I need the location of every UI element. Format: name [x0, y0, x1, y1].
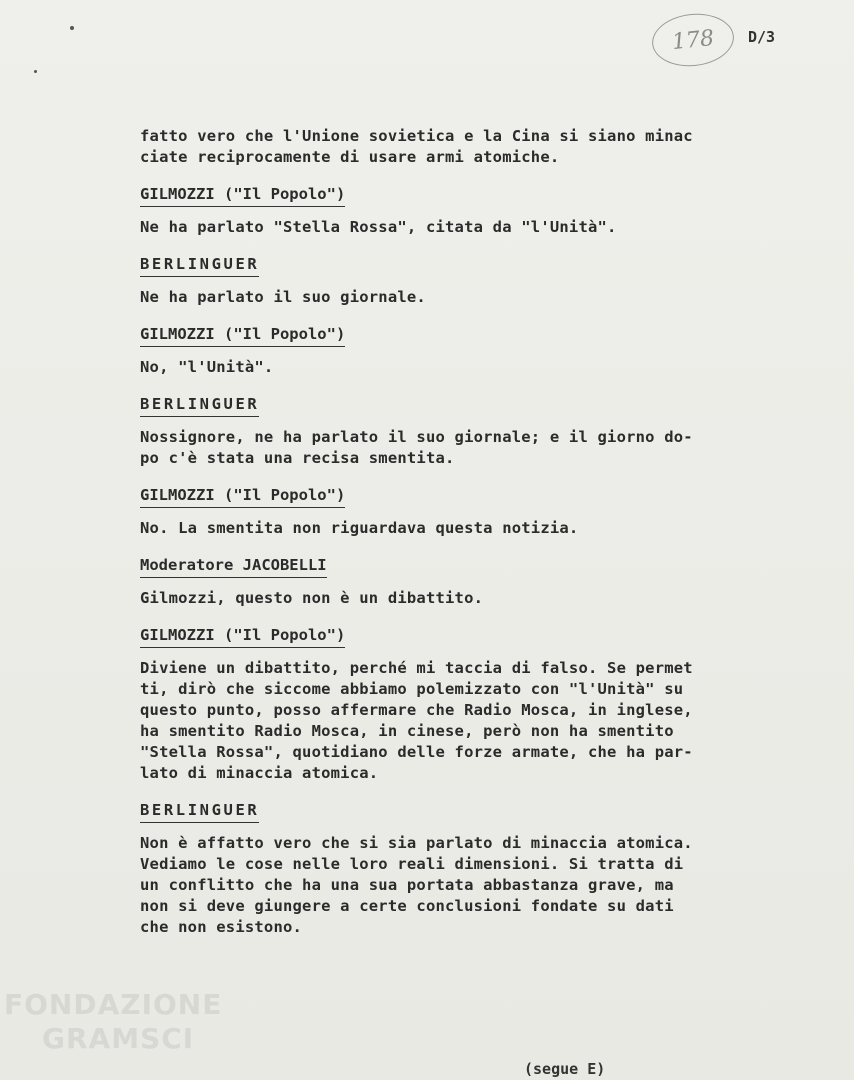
- speech-paragraph: [140, 833, 790, 938]
- transcript-body: [140, 126, 790, 954]
- text-line: Ne ha parlato "Stella Rossa", citata da "l'Unità".: [140, 218, 617, 236]
- text-line: un conflitto che ha una sua portata abbastanza grave, ma: [140, 876, 674, 894]
- text-line: ciate reciprocamente di usare armi atomiche.: [140, 148, 560, 166]
- speech-paragraph: [140, 217, 790, 238]
- speaker-name: BERLINGUER: [140, 394, 259, 417]
- text-line: non si deve giungere a certe conclusioni fondate su dati: [140, 897, 674, 915]
- archive-watermark: [4, 988, 222, 1056]
- speaker-heading: [140, 254, 790, 277]
- speech-paragraph: [140, 287, 790, 308]
- paper-mark: [34, 70, 37, 73]
- speech-paragraph: [140, 588, 790, 609]
- speech-paragraph: [140, 518, 790, 539]
- speaker-heading: [140, 625, 790, 648]
- page-number: 178: [670, 25, 716, 55]
- speaker-heading: [140, 394, 790, 417]
- speech-paragraph: [140, 357, 790, 378]
- speech-paragraph: [140, 126, 790, 168]
- speaker-name: BERLINGUER: [140, 800, 259, 823]
- speaker-name: GILMOZZI ("Il Popolo"): [140, 625, 345, 648]
- speech-paragraph: [140, 427, 790, 469]
- speaker-name: GILMOZZI ("Il Popolo"): [140, 184, 345, 207]
- speaker-name: Moderatore JACOBELLI: [140, 555, 327, 578]
- speaker-name: BERLINGUER: [140, 254, 259, 277]
- text-line: Ne ha parlato il suo giornale.: [140, 288, 426, 306]
- page-number-stamp: [650, 10, 737, 70]
- text-line: "Stella Rossa", quotidiano delle forze armate, che ha par-: [140, 743, 693, 761]
- speaker-name: GILMOZZI ("Il Popolo"): [140, 485, 345, 508]
- page-code: D/3: [748, 28, 776, 46]
- text-line: Vediamo le cose nelle loro reali dimensioni. Si tratta di: [140, 855, 684, 873]
- text-line: Gilmozzi, questo non è un dibattito.: [140, 589, 484, 607]
- text-line: No. La smentita non riguardava questa notizia.: [140, 519, 579, 537]
- speaker-name: GILMOZZI ("Il Popolo"): [140, 324, 345, 347]
- text-line: fatto vero che l'Unione sovietica e la Cina si siano minac: [140, 127, 693, 145]
- watermark-line: FONDAZIONE: [4, 988, 223, 1021]
- continuation-note: (segue E): [524, 1060, 606, 1078]
- text-line: questo punto, posso affermare che Radio Mosca, in inglese,: [140, 701, 693, 719]
- text-line: Nossignore, ne ha parlato il suo giornale; e il giorno do-: [140, 428, 693, 446]
- text-line: ha smentito Radio Mosca, in cinese, però non ha smentito: [140, 722, 674, 740]
- text-line: che non esistono.: [140, 918, 303, 936]
- speaker-heading: [140, 485, 790, 508]
- speech-paragraph: [140, 658, 790, 784]
- text-line: po c'è stata una recisa smentita.: [140, 449, 455, 467]
- paper-mark: [70, 26, 74, 30]
- text-line: lato di minaccia atomica.: [140, 764, 379, 782]
- text-line: ti, dirò che siccome abbiamo polemizzato con "l'Unità" su: [140, 680, 684, 698]
- speaker-heading: [140, 800, 790, 823]
- text-line: Diviene un dibattito, perché mi taccia di falso. Se permet: [140, 659, 693, 677]
- text-line: Non è affatto vero che si sia parlato di minaccia atomica.: [140, 834, 693, 852]
- text-line: No, "l'Unità".: [140, 358, 274, 376]
- speaker-heading: [140, 555, 790, 578]
- watermark-line: GRAMSCI: [42, 1022, 195, 1055]
- speaker-heading: [140, 184, 790, 207]
- speaker-heading: [140, 324, 790, 347]
